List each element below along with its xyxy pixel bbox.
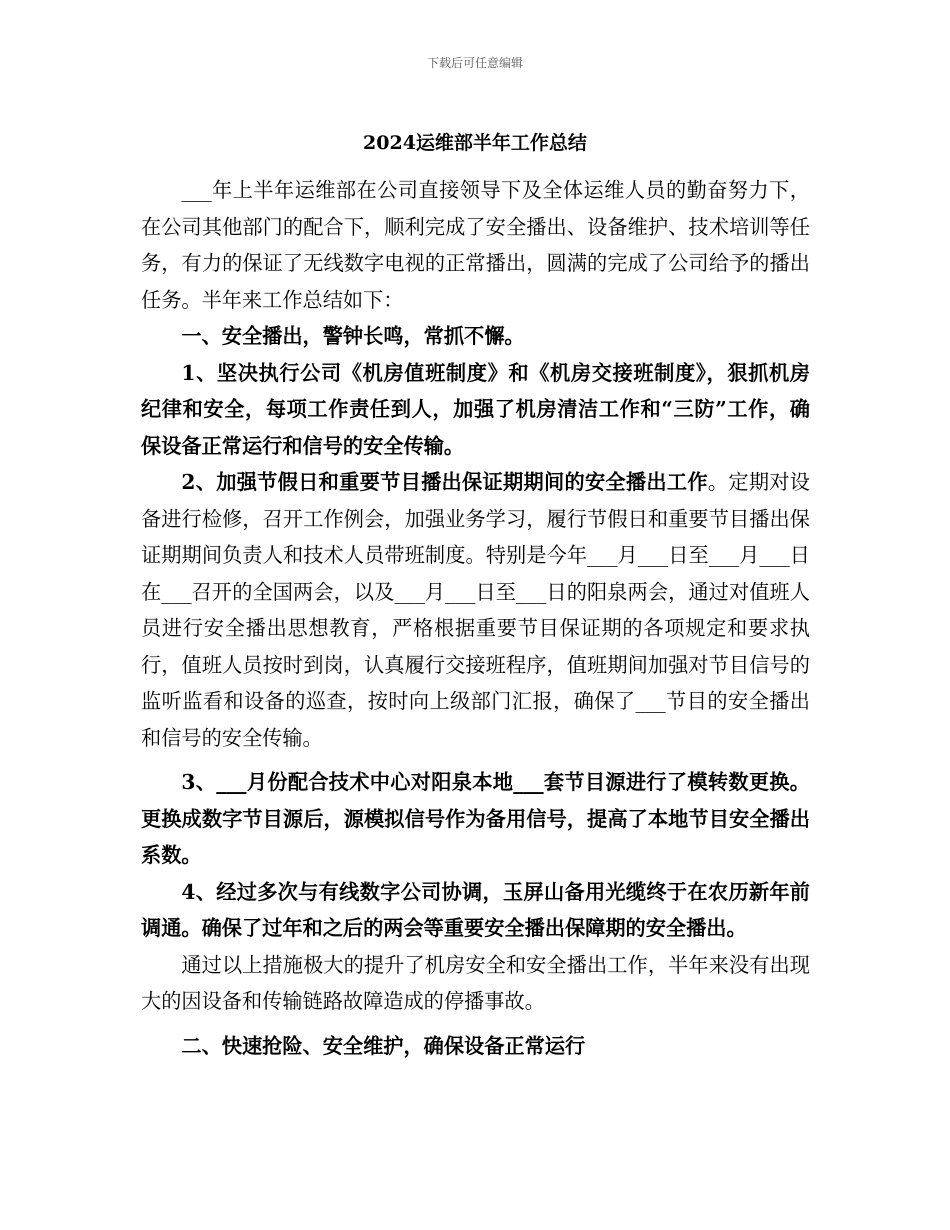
item-3-paragraph: 3、___月份配合技术中心对阳泉本地___套节目源进行了模转数更换。更换成数字节目源后，源模拟信号作为备用信号，提高了本地节目安全播出系数。 bbox=[141, 770, 810, 867]
item-1-paragraph: 1、坚决执行公司《机房值班制度》和《机房交接班制度》，狠抓机房纪律和安全，每项工作责任到人，加强了机房清洁工作和“三防”工作，确保设备正常运行和信号的安全传输。 bbox=[141, 360, 810, 458]
item-2-paragraph bbox=[141, 464, 810, 756]
item-2-body: 。定期对设备进行检修，召开工作例会，加强业务学习，履行节假日和重要节目播出保证期期间负责人和技术人员带班制度。特别是今年___月___日至___月___日在___召开的全国两会，以及___月___日至___日的阳泉两会，通过对值班人员进行安全播出思想教育，严格根据重要节目保证期的各项规定和要求执行，值班人员按时到岗，认真履行交接班程序，值班期间加强对节目信号的监听监看和设备的巡查，按时向上级部门汇报，确保了___节目的安全播出和信号的安全传输。 bbox=[141, 470, 810, 750]
document-body bbox=[141, 172, 810, 1064]
section-heading-1: 一、安全播出，警钟长鸣，常抓不懈。 bbox=[181, 324, 525, 348]
section-heading-2: 二、快速抢险、安全维护，确保设备正常运行 bbox=[181, 1033, 586, 1058]
header-note: 下载后可任意编辑 bbox=[426, 56, 523, 70]
document-title: 2024运维部半年工作总结 bbox=[363, 132, 587, 154]
intro-paragraph: ___年上半年运维部在公司直接领导下及全体运维人员的勤奋努力下，在公司其他部门的配合下，顺利完成了安全播出、设备维护、技术培训等任务，有力的保证了无线数字电视的正常播出，圆满的完成了公司给予的播出任务。半年来工作总结如下： bbox=[141, 178, 810, 312]
summary-paragraph: 通过以上措施极大的提升了机房安全和安全播出工作，半年来没有出现大的因设备和传输链路故障造成的停播事故。 bbox=[141, 952, 810, 1013]
item-4-paragraph: 4、经过多次与有线数字公司协调，玉屏山备用光缆终于在农历新年前调通。确保了过年和之后的两会等重要安全播出保障期的安全播出。 bbox=[141, 879, 810, 940]
item-2-lead: 2、加强节假日和重要节目播出保证期期间的安全播出工作 bbox=[181, 470, 708, 494]
